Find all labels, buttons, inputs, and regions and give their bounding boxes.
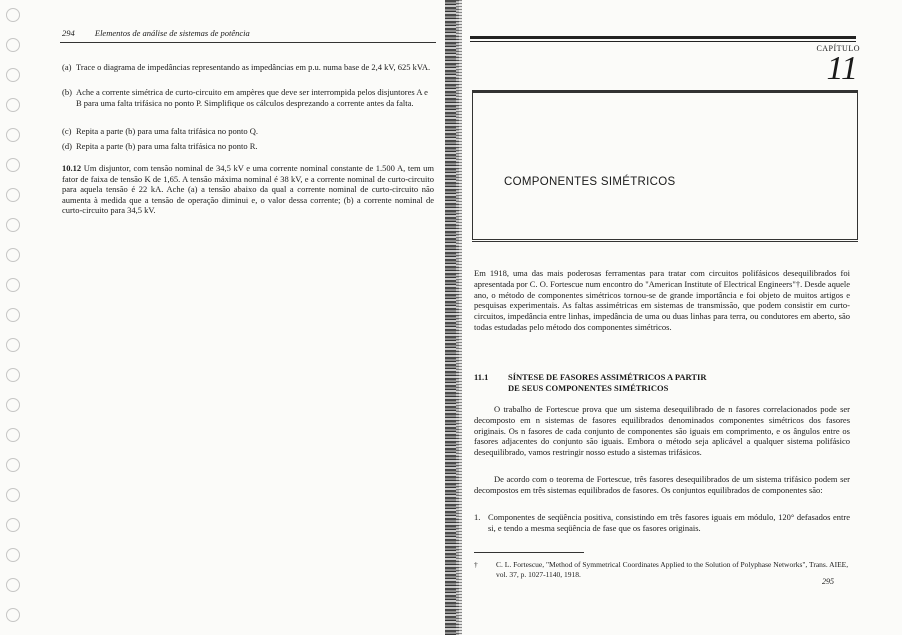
ring-icon [6, 98, 20, 112]
item-text: Repita a parte (b) para uma falta trifásica no ponto R. [76, 141, 258, 151]
footnote-mark: † [474, 560, 478, 569]
ring-icon [6, 518, 20, 532]
chapter-title: COMPONENTES SIMÉTRICOS [504, 176, 676, 188]
section-title [508, 372, 707, 393]
exercise-item-a [62, 62, 434, 73]
ring-icon [6, 8, 20, 22]
exercise-item-b [62, 87, 434, 108]
item-label: (a) [62, 62, 72, 72]
footnote [474, 560, 850, 579]
intro-paragraph: Em 1918, uma das mais poderosas ferramentas para tratar com circuitos polifásicos desequilibrados foi apresentada por C. O. Fortescue num encontro do "American Institute of Electrical Engineers"†. Desde aquele ano, o método de componentes simétricos tornou-se de grande importância e foi objeto de muitos artigos e pesquisas experimentais. As faltas assimétricas em sistemas de transmissão, que podem consistir em curto-circuitos, impedância entre linhas, impedância de uma ou duas linhas para terra, ou condutores em aberto, são todas estudadas pelo método dos componentes simétricos. [474, 268, 850, 332]
ring-icon [6, 578, 20, 592]
list-item-1 [474, 512, 850, 534]
ring-icon [6, 68, 20, 82]
chapter-number: 11 [826, 50, 858, 87]
page-number-right: 295 [822, 577, 834, 586]
problem-number: 10.12 [62, 163, 82, 173]
ring-icon [6, 338, 20, 352]
ring-icon [6, 428, 20, 442]
exercise-item-c [62, 126, 434, 137]
ring-icon [6, 458, 20, 472]
page-number-left: 294 [62, 28, 75, 38]
footnote-rule [474, 552, 584, 553]
ring-icon [6, 308, 20, 322]
ring-icon [6, 188, 20, 202]
chapter-top-rule [470, 36, 856, 39]
problem-text: Um disjuntor, com tensão nominal de 34,5 kV e uma corrente nominal constante de 1.500 A, tem um fator de faixa de tensão K de 1,65. A tensão máxima nominal é 38 kV, e a corrente nominal de curto-circuito para aquela tensão é 22 kA. Ache (a) a tensão abaixo da qual a corrente nominal de curto-circuito não aumenta à medida que a tensão de operação diminui e, o valor dessa corrente; (b) a corrente nominal de curto-circuito para 34,5 kV. [62, 163, 434, 215]
item-text: Repita a parte (b) para uma falta trifásica no ponto Q. [76, 126, 258, 136]
ring-icon [6, 548, 20, 562]
item-label: (d) [62, 141, 72, 151]
body-paragraph-2: De acordo com o teorema de Fortescue, três fasores desequilibrados de um sistema trifásico podem ser decompostos em três sistemas equilibrados de fasores. Os conjuntos equilibrados de componentes são: [474, 474, 850, 495]
ring-icon [6, 488, 20, 502]
section-title-line-2: DE SEUS COMPONENTES SIMÉTRICOS [508, 382, 669, 393]
running-head-title: Elementos de análise de sistemas de potência [94, 28, 250, 38]
chapter-top-rule-thin [470, 41, 856, 42]
ring-icon [6, 248, 20, 262]
ring-icon [6, 38, 20, 52]
chapter-title-box [472, 90, 858, 240]
ring-icon [6, 278, 20, 292]
ring-icon [6, 398, 20, 412]
body-paragraph-1: O trabalho de Fortescue prova que um sistema desequilibrado de n fasores correlacionados pode ser decomposto em n sistemas de fasores equilibrados denominados componentes simétricos dos fasores originais. Os n fasores de cada conjunto de componentes são iguais em comprimento, e os ângulos entre os fasores adjacentes do conjunto são iguais. Embora o método seja aplicável a qualquer sistema polifásico desequilibrado, vamos restringir nosso estudo a sistemas trifásicos. [474, 404, 850, 458]
section-title-line-1: SÍNTESE DE FASORES ASSIMÉTRICOS A PARTIR [508, 372, 707, 382]
list-item-text: Componentes de seqüência positiva, consistindo em três fasores iguais em módulo, 120° defasados entre si, e tendo a mesma seqüência de fase que os fasores originais. [488, 512, 850, 533]
chapter-box-underline [472, 241, 858, 242]
running-head [62, 28, 250, 38]
exercise-item-d [62, 141, 434, 152]
item-text: Ache a corrente simétrica de curto-circuito em ampères que deve ser interrompida pelos disjuntores A e B para uma falta trifásica no ponto P. Simplifique os cálculos desprezando a corrente antes da falta. [76, 87, 428, 108]
item-label: (c) [62, 126, 72, 136]
ring-icon [6, 158, 20, 172]
item-label: (b) [62, 87, 72, 97]
ring-icon [6, 368, 20, 382]
ring-icon [6, 218, 20, 232]
item-text: Trace o diagrama de impedâncias representando as impedâncias em p.u. numa base de 2,4 kV, 625 kVA. [76, 62, 431, 72]
ring-icon [6, 128, 20, 142]
binding-edge [0, 0, 30, 635]
ring-icon [6, 608, 20, 622]
book-spine-shadow [456, 0, 462, 635]
footnote-text: C. L. Fortescue, "Method of Symmetrical Coordinates Applied to the Solution of Polyphase Networks", Trans. AIEE, vol. 37, p. 1027-1140, 1918. [496, 560, 849, 579]
chapter-label: CAPÍTULO [816, 44, 860, 53]
section-number: 11.1 [474, 372, 489, 382]
header-rule [60, 42, 436, 43]
list-item-number: 1. [474, 512, 481, 522]
problem-10-12 [62, 163, 434, 216]
